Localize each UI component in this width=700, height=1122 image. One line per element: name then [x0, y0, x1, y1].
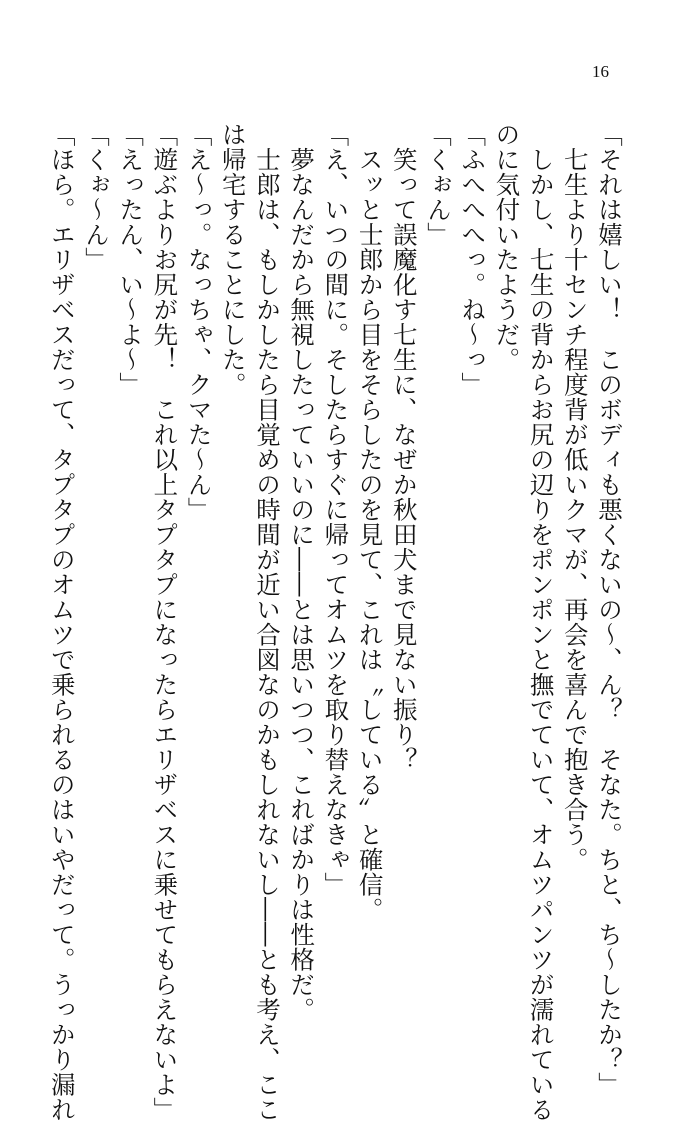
text-line: 「ふへへへっ。ね〜っ」	[458, 122, 488, 397]
text-line: 「えったん、い〜よ〜」	[116, 122, 146, 397]
text-line: 笑って誤魔化す七生に、なぜか秋田犬まで見ない振り？	[389, 146, 419, 772]
body-text	[45, 122, 626, 1122]
text-line: のに気付いたようだ。	[492, 122, 522, 372]
text-line: 「くぉん」	[423, 122, 453, 247]
text-line: スッと士郎から目をそらしたのを見て、これは〝している〟と確信。	[355, 146, 385, 922]
text-line: 「それは嬉しい！ このボディも悪くないの〜、ん？ そなた。ちと、ち〜したか？」	[595, 122, 624, 1097]
page-number: 16	[592, 62, 609, 81]
text-line: 「え〜っ。なっちゃ、クマた〜ん」	[184, 122, 214, 522]
text-line: 七生より十センチ程度背が低いクマが、再会を喜んで抱き合う。	[560, 146, 590, 872]
text-line: 「遊ぶよりお尻が先！ これ以上タプタプになったらエリザベスに乗せてもらえないよ」	[150, 122, 180, 1122]
text-line: 夢なんだから無視したっていいのに――とは思いつつ、こればかりは性格だ。	[287, 146, 317, 1022]
text-line: は帰宅することにした。	[218, 122, 248, 397]
text-line: 「くぉ〜ん」	[81, 122, 111, 272]
text-line: 士郎は、もしかしたら目覚めの時間が近い合図なのかもしれないし――とも考え、ここ	[252, 146, 282, 1122]
text-line: 「ほら。エリザベスだって、タプタプのオムツで乗られるのはいやだって。うっかり漏れ	[47, 122, 77, 1122]
text-line: 「え、いつの間に。そしたらすぐに帰ってオムツを取り替えなきゃ」	[321, 122, 351, 897]
text-line: しかし、七生の背からお尻の辺りをポンポンと撫でていて、オムツパンツが濡れている	[526, 146, 556, 1122]
